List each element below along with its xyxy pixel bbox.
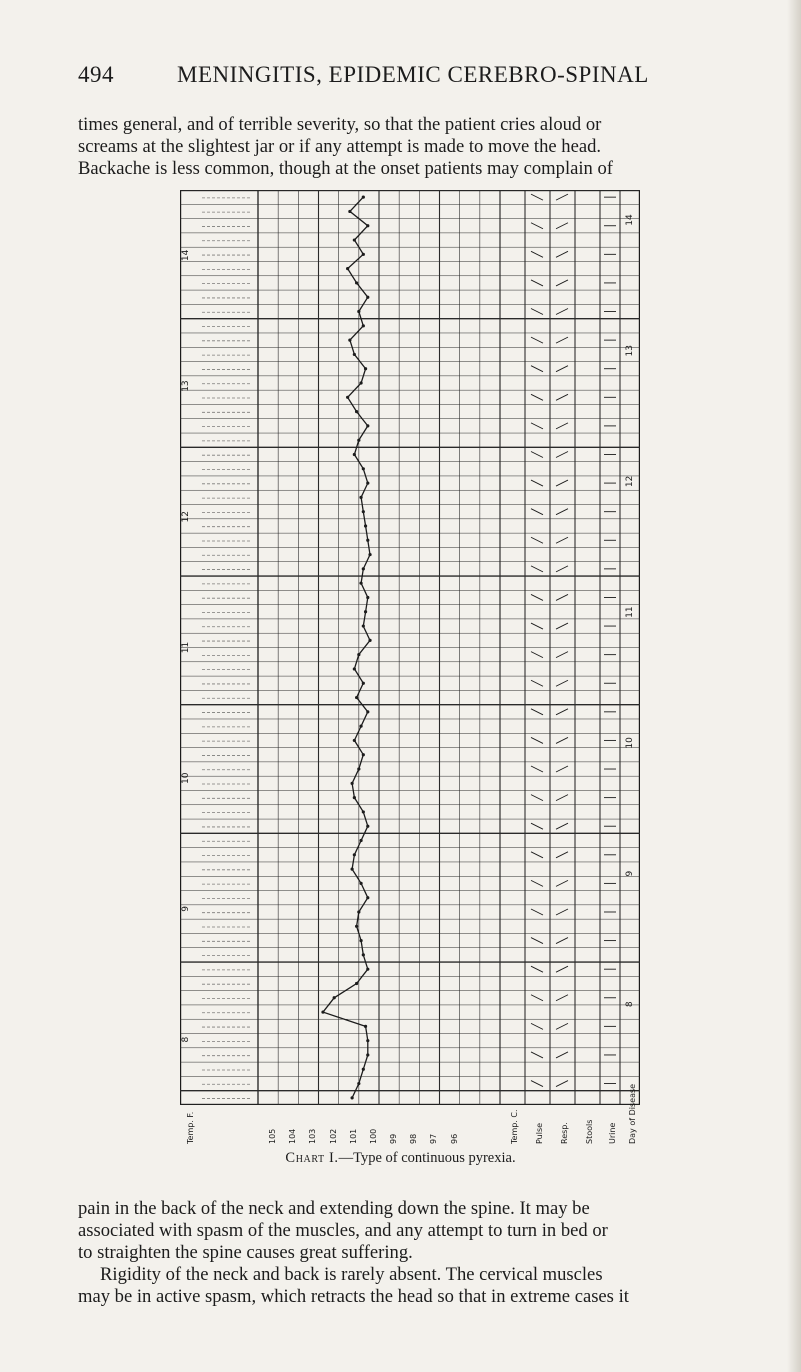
pulse-mark — [531, 623, 543, 629]
chart-caption — [0, 1150, 801, 1167]
pulse-mark — [531, 309, 543, 315]
axis-tick-label: Pulse — [535, 1122, 544, 1144]
resp-mark — [556, 366, 568, 372]
day-of-disease-label: 8 — [625, 1001, 635, 1008]
day-label: 10 — [181, 772, 191, 784]
pulse-mark — [531, 537, 543, 543]
pulse-mark — [531, 1052, 543, 1058]
pulse-mark — [531, 938, 543, 944]
axis-tick-label: 103 — [308, 1128, 318, 1144]
axis-tick-label: Stools — [585, 1119, 594, 1144]
chart-axis-labels — [180, 1083, 640, 1148]
resp-mark — [556, 995, 568, 1001]
resp-mark — [556, 966, 568, 972]
resp-mark — [556, 766, 568, 772]
resp-mark — [556, 423, 568, 429]
pulse-mark — [531, 366, 543, 372]
resp-mark — [556, 194, 568, 200]
axis-tick-label: Temp. F. — [186, 1111, 195, 1144]
axis-tick-label: 102 — [328, 1128, 338, 1144]
caption-text: —Type of continuous pyrexia. — [338, 1150, 516, 1166]
day-of-disease-label: 9 — [625, 870, 635, 877]
day-of-disease-label: 10 — [625, 737, 635, 749]
pulse-mark — [531, 1023, 543, 1029]
resp-mark — [556, 795, 568, 801]
pulse-mark — [531, 652, 543, 658]
chart-svg — [180, 190, 640, 1105]
pulse-mark — [531, 880, 543, 886]
axis-tick-label: 99 — [389, 1133, 399, 1144]
pulse-mark — [531, 823, 543, 829]
axis-tick-label: 101 — [348, 1128, 358, 1144]
pulse-mark — [531, 480, 543, 486]
day-label: 8 — [181, 1036, 191, 1043]
resp-mark — [556, 509, 568, 515]
resp-mark — [556, 880, 568, 886]
text-line: to straighten the spine causes great suffering. — [78, 1242, 413, 1263]
resp-mark — [556, 480, 568, 486]
axis-tick-label: 100 — [368, 1128, 378, 1144]
resp-mark — [556, 537, 568, 543]
pulse-mark — [531, 1081, 543, 1087]
paragraph-top — [78, 114, 768, 180]
resp-mark — [556, 737, 568, 743]
day-label: 9 — [181, 906, 191, 912]
pulse-mark — [531, 709, 543, 715]
resp-mark — [556, 280, 568, 286]
day-of-disease-label: 11 — [625, 606, 635, 618]
pulse-mark — [531, 995, 543, 1001]
caption-label: Chart I. — [285, 1150, 339, 1166]
axis-tick-label: Day of Disease — [628, 1083, 637, 1144]
resp-mark — [556, 680, 568, 686]
pulse-mark — [531, 451, 543, 457]
text-line: times general, and of terrible severity, so that the patient cries aloud or — [78, 114, 602, 135]
pulse-mark — [531, 737, 543, 743]
text-line: Rigidity of the neck and back is rarely absent. The cervical muscles — [100, 1264, 603, 1285]
page-number: 494 — [78, 62, 114, 87]
pulse-mark — [531, 423, 543, 429]
pulse-mark — [531, 966, 543, 972]
pulse-mark — [531, 337, 543, 343]
paragraph-bottom — [78, 1198, 768, 1308]
resp-mark — [556, 309, 568, 315]
pulse-mark — [531, 680, 543, 686]
resp-mark — [556, 1023, 568, 1029]
pulse-mark — [531, 194, 543, 200]
resp-mark — [556, 223, 568, 229]
resp-mark — [556, 594, 568, 600]
text-line: may be in active spasm, which retracts the head so that in extreme cases it — [78, 1286, 629, 1307]
text-line: screams at the slightest jar or if any attempt is made to move the head. — [78, 136, 602, 157]
axis-tick-label: Urine — [608, 1122, 617, 1144]
pulse-mark — [531, 566, 543, 572]
pulse-mark — [531, 223, 543, 229]
pulse-mark — [531, 394, 543, 400]
axis-tick-label: 105 — [268, 1128, 278, 1144]
pulse-mark — [531, 909, 543, 915]
axis-tick-label: 96 — [449, 1133, 459, 1144]
resp-mark — [556, 1052, 568, 1058]
day-of-disease-label: 13 — [625, 344, 635, 357]
running-title: MENINGITIS, EPIDEMIC CEREBRO-SPINAL — [177, 62, 649, 87]
pulse-mark — [531, 280, 543, 286]
page-edge-shadow — [787, 0, 801, 1372]
axis-tick-label: 104 — [288, 1128, 298, 1144]
pulse-mark — [531, 251, 543, 257]
resp-mark — [556, 852, 568, 858]
resp-mark — [556, 566, 568, 572]
text-line: Backache is less common, though at the onset patients may complain of — [78, 158, 613, 179]
pulse-mark — [531, 795, 543, 801]
day-of-disease-label: 12 — [625, 475, 635, 488]
resp-mark — [556, 1081, 568, 1087]
pulse-mark — [531, 509, 543, 515]
resp-mark — [556, 451, 568, 457]
text-line: pain in the back of the neck and extending down the spine. It may be — [78, 1198, 590, 1219]
resp-mark — [556, 909, 568, 915]
resp-mark — [556, 823, 568, 829]
axis-tick-label: 97 — [429, 1133, 439, 1144]
resp-mark — [556, 251, 568, 257]
text-line: associated with spasm of the muscles, and any attempt to turn in bed or — [78, 1220, 608, 1241]
resp-mark — [556, 938, 568, 944]
day-label: 12 — [181, 511, 191, 523]
day-of-disease-label: 14 — [625, 214, 635, 226]
day-label: 11 — [181, 641, 191, 654]
resp-mark — [556, 623, 568, 629]
resp-mark — [556, 337, 568, 343]
axis-tick-label: 98 — [409, 1133, 419, 1144]
day-label: 14 — [181, 249, 191, 262]
temperature-chart — [180, 190, 640, 1105]
resp-mark — [556, 652, 568, 658]
axis-tick-label: Resp. — [560, 1122, 569, 1144]
pulse-mark — [531, 766, 543, 772]
resp-mark — [556, 394, 568, 400]
resp-mark — [556, 709, 568, 715]
pulse-mark — [531, 594, 543, 600]
pulse-mark — [531, 852, 543, 858]
axis-tick-label: Temp. C. — [510, 1109, 519, 1144]
day-label: 13 — [181, 380, 191, 392]
